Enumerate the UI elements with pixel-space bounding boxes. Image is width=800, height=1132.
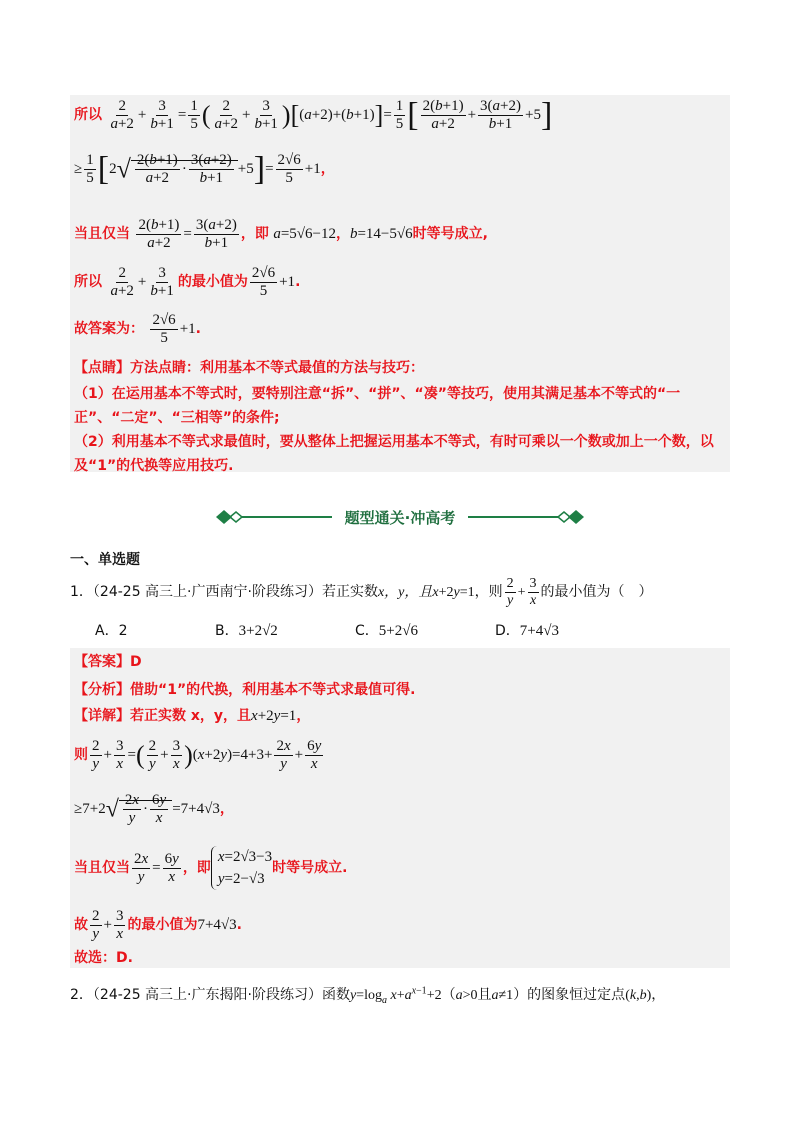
option-b[interactable]: B．3+2√2: [215, 623, 278, 639]
analysis-line: 【分析】借助“1”的代换，利用基本不等式求最值可得.: [74, 682, 416, 698]
option-a[interactable]: A．2: [95, 623, 128, 639]
formula-line-1: 所以 $\frac{2}{a+2}$ + $\frac{3}{b+1}$ = $\frac{1}{5}$ ( $\frac{2}{a+2}$ + $\frac{3}{b+1}$ )[(a+2)+(b+1)]= $\frac{1}{5}$ [ $\frac{2(b+1)}{a+2}$ + $\frac{3(a+2)}{b+1}$ +5]: [74, 96, 553, 134]
formula-line-3: 当且仅当 $\frac{2(b+1)}{a+2}$ = $\frac{3(a+2)}{b+1}$ ，即 a=5√6−12，b=14−5√6时等号成立,: [74, 217, 488, 252]
section-banner: [210, 503, 590, 531]
choose-line: 故选：D.: [74, 950, 133, 966]
option-c[interactable]: C．5+2√6: [355, 623, 418, 639]
question-1: 1．（24-25 高三上·广西南宁·阶段练习）若正实数x，y，且x+2y=1，则 $\frac{2}{y}$ + $\frac{3}{x}$ 的最小值为（ ）: [70, 576, 653, 609]
tip-item-1-line-2: 正”、“二定”、“三相等”的条件;: [74, 410, 280, 426]
answer-tag: 【答案】D: [74, 654, 142, 670]
question-2: 2．（24-25 高三上·广东揭阳·阶段练习）函数$y=\log_a$ $x+a^{x-1}+2(a>0$且a≠1）的图象恒过定点(k,b)，: [70, 985, 666, 1006]
section-heading: 一、单选题: [70, 552, 140, 568]
tip-item-1-line-1: （1）在运用基本不等式时，要特别注意“拆”、“拼”、“凑”等技巧，使用其满足基本不等式的“一: [74, 386, 681, 402]
detail-formula-4: 故 $\frac{2}{y}$ + $\frac{3}{x}$ 的最小值为7+4√3.: [74, 908, 242, 943]
answer-line: 故答案为： $\frac{2√6}{5}$ +1.: [74, 312, 201, 347]
tip-heading: 【点睛】方法点睛：利用基本不等式最值的方法与技巧：: [74, 360, 424, 376]
tip-item-2-line-2: 及“1”的代换等应用技巧.: [74, 458, 234, 474]
detail-formula-2: ≥7+2√ $\frac{2x}{y}$ · $\frac{6y}{x}$ =7+4√3，: [74, 792, 234, 827]
formula-line-2: ≥ $\frac{1}{5}$ [2√ $\frac{2(b+1)}{a+2}$ · $\frac{3(a+2)}{b+1}$ +5]= $\frac{2√6}{5}$ +1，: [74, 150, 335, 188]
option-d[interactable]: D．7+4√3: [495, 623, 559, 639]
detail-line: 【详解】若正实数 x，y，且x+2y=1，: [74, 708, 311, 724]
formula-line-4: 所以 $\frac{2}{a+2}$ + $\frac{3}{b+1}$ 的最小值为 $\frac{2√6}{5}$ +1.: [74, 265, 301, 300]
banner-title: 题型通关·冲高考: [344, 509, 456, 527]
detail-formula-1: 则 $\frac{2}{y}$ + $\frac{3}{x}$ =( $\frac{2}{y}$ + $\frac{3}{x}$ )(x+2y)=4+3+ $\frac{2x}{y}$ + $\frac{6y}{x}$: [74, 738, 322, 773]
tip-item-2-line-1: （2）利用基本不等式求最值时，要从整体上把握运用基本不等式，有时可乘以一个数或加上一个数，以: [74, 434, 714, 450]
detail-formula-3: 当且仅当 $\frac{2x}{y}$ = $\frac{6y}{x}$ ，即 x=2√3−3 y=2−√3 时等号成立.: [74, 846, 347, 890]
